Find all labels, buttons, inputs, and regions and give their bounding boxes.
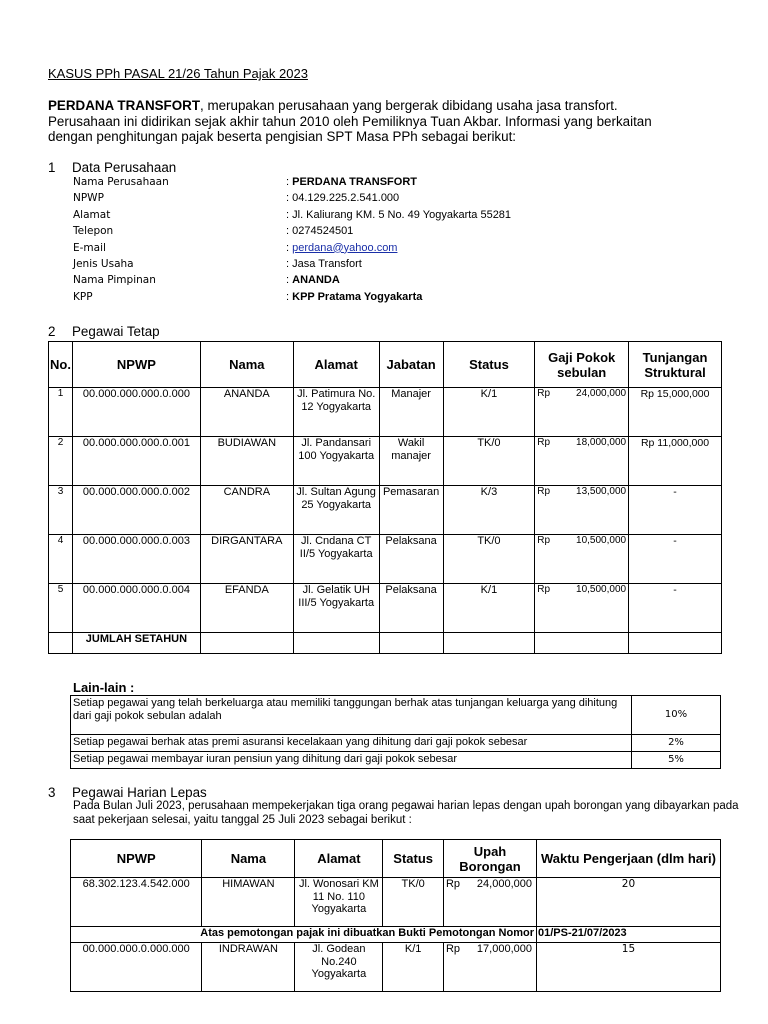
cell-gaji: Rp 24,000,000 — [535, 388, 629, 437]
cell-npwp: 00.000.000.000.0.001 — [72, 437, 200, 486]
cell-no: 1 — [49, 388, 73, 437]
info-key: Nama Pimpinan — [73, 274, 156, 287]
col-header-gaji: Gaji Pokok sebulan — [535, 342, 629, 388]
col-header-jabatan: Jabatan — [379, 342, 443, 388]
note-value: 01/PS-21/07/2023 — [536, 927, 720, 943]
intro-paragraph — [48, 98, 738, 145]
permanent-employee-table — [48, 341, 722, 654]
cell-upah: Rp 24,000,000 — [443, 878, 536, 927]
cell-no: 2 — [49, 437, 73, 486]
intro-text-2: Perusahaan ini didirikan sejak akhir tahun 2010 oleh Pemiliknya Tuan Akbar. Informasi yang berkaitan — [48, 113, 652, 129]
col-header-status: Status — [443, 342, 535, 388]
table-row — [71, 943, 721, 992]
email-link[interactable]: perdana@yahoo.com — [292, 241, 398, 254]
info-value: : 04.129.225.2.541.000 — [286, 192, 400, 205]
info-row — [73, 209, 733, 225]
info-row — [73, 176, 733, 192]
col-header-waktu: Waktu Pengerjaan (dlm hari) — [536, 840, 720, 878]
cell-status: K/1 — [383, 943, 444, 992]
total-row — [49, 633, 722, 654]
table-row — [71, 696, 721, 735]
cell-status: TK/0 — [443, 437, 535, 486]
casual-employee-table — [70, 839, 721, 992]
info-key: Jenis Usaha — [73, 257, 134, 270]
lain-text: Setiap pegawai membayar iuran pensiun yang dihitung dari gaji pokok sebesar — [71, 752, 632, 769]
note-label: Atas pemotongan pajak ini dibuatkan Bukti Pemotongan Nomor — [71, 927, 537, 943]
cell-gaji: Rp 18,000,000 — [535, 437, 629, 486]
section-3-description: Pada Bulan Juli 2023, perusahaan mempekerjakan tiga orang pegawai harian lepas dengan upah borongan yang dibayarkan pada saat pekerjaan selesai, yaitu tanggal 25 Juli 2023 sebagai berikut : — [73, 800, 739, 826]
cell-tunjangan: Rp 15,000,000 — [629, 388, 722, 437]
cell-npwp: 00.000.000.000.0.002 — [72, 486, 200, 535]
cell-nama: DIRGANTARA — [200, 535, 293, 584]
lain-lain-title: Lain-lain : — [73, 680, 135, 695]
lain-text: Setiap pegawai berhak atas premi asuransi kecelakaan yang dihitung dari gaji pokok sebesar — [71, 735, 632, 752]
cell-alamat: Jl. Godean No.240 Yogyakarta — [295, 943, 383, 992]
info-row — [73, 225, 733, 241]
col-header-nama: Nama — [200, 342, 293, 388]
cell-jabatan: Pemasaran — [379, 486, 443, 535]
info-row — [73, 291, 733, 307]
section-label: Pegawai Harian Lepas — [72, 785, 207, 800]
lain-value: 5% — [632, 752, 721, 769]
table-header-row — [71, 840, 721, 878]
info-row — [73, 192, 733, 208]
cell-alamat: Jl. Gelatik UH III/5 Yogyakarta — [293, 584, 379, 633]
cell-upah: Rp 17,000,000 — [443, 943, 536, 992]
table-row — [49, 584, 722, 633]
table-row — [49, 486, 722, 535]
info-value: : Jasa Transfort — [286, 257, 362, 270]
info-value: : KPP Pratama Yogyakarta — [286, 290, 423, 303]
cell-nama: BUDIAWAN — [200, 437, 293, 486]
table-row — [71, 752, 721, 769]
info-key: E-mail — [73, 241, 106, 254]
cell-nama: CANDRA — [200, 486, 293, 535]
cell-npwp: 00.000.000.000.0.000 — [72, 388, 200, 437]
lain-value: 10% — [632, 696, 721, 735]
cell-no: 3 — [49, 486, 73, 535]
cell-alamat: Jl. Sultan Agung 25 Yogyakarta — [293, 486, 379, 535]
info-value: : 0274524501 — [286, 225, 354, 238]
cell-status: K/3 — [443, 486, 535, 535]
cell-status: TK/0 — [443, 535, 535, 584]
col-header-alamat: Alamat — [295, 840, 383, 878]
cell-no: 4 — [49, 535, 73, 584]
cell-gaji: Rp 10,500,000 — [535, 535, 629, 584]
section-number: 1 — [48, 160, 56, 175]
cell-jabatan: Pelaksana — [379, 535, 443, 584]
cell-status: K/1 — [443, 388, 535, 437]
cell-npwp: 00.000.000.000.0.003 — [72, 535, 200, 584]
cell-jabatan: Pelaksana — [379, 584, 443, 633]
col-header-nama: Nama — [202, 840, 295, 878]
col-header-status: Status — [383, 840, 444, 878]
info-value: : perdana@yahoo.com — [286, 241, 398, 254]
note-row — [71, 927, 721, 943]
col-header-no: No. — [49, 342, 73, 388]
info-key: KPP — [73, 290, 93, 303]
col-header-npwp: NPWP — [72, 342, 200, 388]
info-row — [73, 274, 733, 290]
col-header-alamat: Alamat — [293, 342, 379, 388]
company-name: PERDANA TRANSFORT — [48, 98, 201, 113]
table-row — [49, 388, 722, 437]
cell-alamat: Jl. Patimura No. 12 Yogyakarta — [293, 388, 379, 437]
table-row — [71, 735, 721, 752]
table-row — [71, 878, 721, 927]
cell-jabatan: Manajer — [379, 388, 443, 437]
cell-status: K/1 — [443, 584, 535, 633]
lain-value: 2% — [632, 735, 721, 752]
lain-lain-table — [70, 695, 721, 769]
cell-npwp: 00.000.000.0.000.000 — [71, 943, 202, 992]
cell-gaji: Rp 10,500,000 — [535, 584, 629, 633]
cell-alamat: Jl. Wonosari KM 11 No. 110 Yogyakarta — [295, 878, 383, 927]
cell-tunjangan: - — [629, 535, 722, 584]
info-value: : PERDANA TRANSFORT — [286, 176, 417, 188]
cell-tunjangan: - — [629, 584, 722, 633]
company-info-list — [73, 176, 733, 307]
cell-gaji: Rp 13,500,000 — [535, 486, 629, 535]
col-header-tunjangan: Tunjangan Struktural — [629, 342, 722, 388]
section-number: 2 — [48, 324, 56, 339]
document-title: KASUS PPh PASAL 21/26 Tahun Pajak 2023 — [48, 66, 308, 81]
cell-nama: INDRAWAN — [202, 943, 295, 992]
info-key: Alamat — [73, 208, 111, 221]
cell-alamat: Jl. Pandansari 100 Yogyakarta — [293, 437, 379, 486]
table-row — [49, 535, 722, 584]
total-label: JUMLAH SETAHUN — [72, 633, 200, 654]
table-row — [49, 437, 722, 486]
cell-nama: EFANDA — [200, 584, 293, 633]
info-row — [73, 258, 733, 274]
cell-waktu: 20 — [536, 878, 720, 927]
info-key: Telepon — [73, 225, 114, 238]
info-key: Nama Perusahaan — [73, 176, 169, 188]
cell-jabatan: Wakil manajer — [379, 437, 443, 486]
info-value: : ANANDA — [286, 274, 340, 287]
cell-tunjangan: Rp 11,000,000 — [629, 437, 722, 486]
info-value: : Jl. Kaliurang KM. 5 No. 49 Yogyakarta 55281 — [286, 208, 512, 221]
intro-text-1: , merupakan perusahaan yang bergerak dibidang usaha jasa transfort. — [200, 98, 618, 113]
cell-npwp: 68.302.123.4.542.000 — [71, 878, 202, 927]
cell-no: 5 — [49, 584, 73, 633]
intro-text-3: dengan penghitungan pajak beserta pengisian SPT Masa PPh sebagai berikut: — [48, 129, 517, 144]
lain-text: Setiap pegawai yang telah berkeluarga atau memiliki tanggungan berhak atas tunjangan keluarga yang dihitung dari gaji pokok sebulan adalah — [71, 696, 632, 735]
cell-nama: HIMAWAN — [202, 878, 295, 927]
cell-waktu: 15 — [536, 943, 720, 992]
col-header-upah: Upah Borongan — [443, 840, 536, 878]
cell-tunjangan: - — [629, 486, 722, 535]
col-header-npwp: NPWP — [71, 840, 202, 878]
section-number: 3 — [48, 785, 56, 800]
cell-npwp: 00.000.000.000.0.004 — [72, 584, 200, 633]
info-key: NPWP — [73, 192, 104, 205]
cell-nama: ANANDA — [200, 388, 293, 437]
section-label: Pegawai Tetap — [72, 324, 160, 339]
section-label: Data Perusahaan — [72, 160, 177, 175]
info-row — [73, 242, 733, 258]
table-header-row — [49, 342, 722, 388]
cell-alamat: Jl. Cndana CT II/5 Yogyakarta — [293, 535, 379, 584]
cell-status: TK/0 — [383, 878, 444, 927]
